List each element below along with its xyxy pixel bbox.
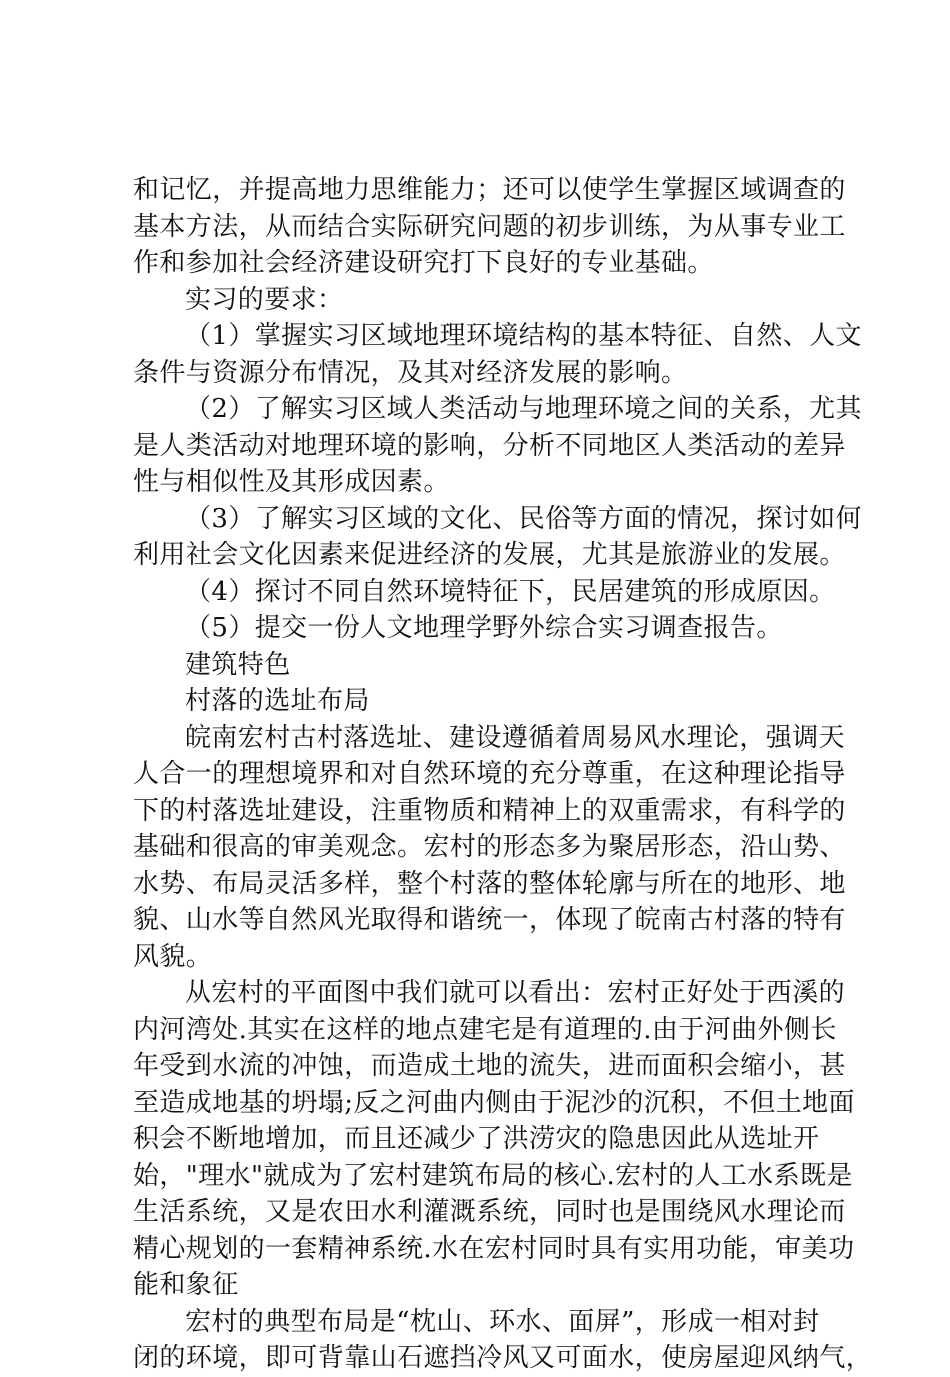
text-line: 基础和很高的审美观念。宏村的形态多为聚居形态，沿山势、 xyxy=(133,832,846,862)
text-line: 作和参加社会经济建设研究打下良好的专业基础。 xyxy=(133,248,714,278)
text-line: 基本方法，从而结合实际研究问题的初步训练，为从事专业工 xyxy=(133,211,846,242)
text-line: （5）提交一份人文地理学野外综合实习调查报告。 xyxy=(185,613,783,643)
text-line: （1）掌握实习区域地理环境结构的基本特征、自然、人文 xyxy=(185,321,862,351)
text-line: 闭的环境，即可背靠山石遮挡冷风又可面水，使房屋迎风纳气， xyxy=(133,1343,873,1373)
text-line: 是人类活动对地理环境的影响，分析不同地区人类活动的差异 xyxy=(133,430,846,461)
text-line: 精心规划的一套精神系统.水在宏村同时具有实用功能，审美功 xyxy=(133,1233,855,1264)
text-line: 生活系统，又是农田水利灌溉系统，同时也是围绕风水理论而 xyxy=(133,1197,846,1227)
text-line: 村落的选址布局 xyxy=(185,686,370,716)
text-line: （4）探讨不同自然环境特征下，民居建筑的形成原因。 xyxy=(185,576,836,607)
text-line: 积会不断地增加，而且还减少了洪涝灾的隐患因此从选址开 xyxy=(133,1124,820,1154)
text-line: 下的村落选址建设，注重物质和精神上的双重需求，有科学的 xyxy=(133,795,846,826)
text-line: 人合一的理想境界和对自然环境的充分尊重，在这种理论指导 xyxy=(133,759,846,789)
text-line: 性与相似性及其形成因素。 xyxy=(133,467,450,497)
text-line: 实习的要求： xyxy=(185,284,344,315)
text-line: 貌、山水等自然风光取得和谐统一，体现了皖南古村落的特有 xyxy=(133,905,846,935)
text-line: 内河湾处.其实在这样的地点建宅是有道理的.由于河曲外侧长 xyxy=(133,1014,837,1045)
text-line: 水势、布局灵活多样，整个村落的整体轮廓与所在的地形、地 xyxy=(133,868,846,899)
text-line: 利用社会文化因素来促进经济的发展，尤其是旅游业的发展。 xyxy=(133,540,846,570)
text-line: 从宏村的平面图中我们就可以看出：宏村正好处于西溪的 xyxy=(185,978,846,1008)
text-line: （2）了解实习区域人类活动与地理环境之间的关系，尤其 xyxy=(185,394,862,424)
text-line: 风貌。 xyxy=(133,941,213,972)
text-line: 年受到水流的冲蚀，而造成土地的流失，进而面积会缩小，甚 xyxy=(133,1051,846,1081)
text-line: 条件与资源分布情况，及其对经济发展的影响。 xyxy=(133,357,688,388)
document-body-text xyxy=(133,172,873,1377)
text-line: 皖南宏村古村落选址、建设遵循着周易风水理论，强调天 xyxy=(185,722,846,753)
text-line: 始，"理水"就成为了宏村建筑布局的核心.宏村的人工水系既是 xyxy=(133,1160,853,1191)
text-line: （3）了解实习区域的文化、民俗等方面的情况，探讨如何 xyxy=(185,503,862,534)
text-line: 宏村的典型布局是“枕山、环水、面屏”，形成一相对封 xyxy=(185,1306,820,1337)
text-line: 至造成地基的坍塌;反之河曲内侧由于泥沙的沉积，不但土地面 xyxy=(133,1087,855,1118)
text-line: 建筑特色 xyxy=(185,649,291,680)
text-line: 和记忆，并提高地力思维能力；还可以使学生掌握区域调查的 xyxy=(133,175,846,205)
text-line: 能和象征 xyxy=(133,1270,239,1300)
